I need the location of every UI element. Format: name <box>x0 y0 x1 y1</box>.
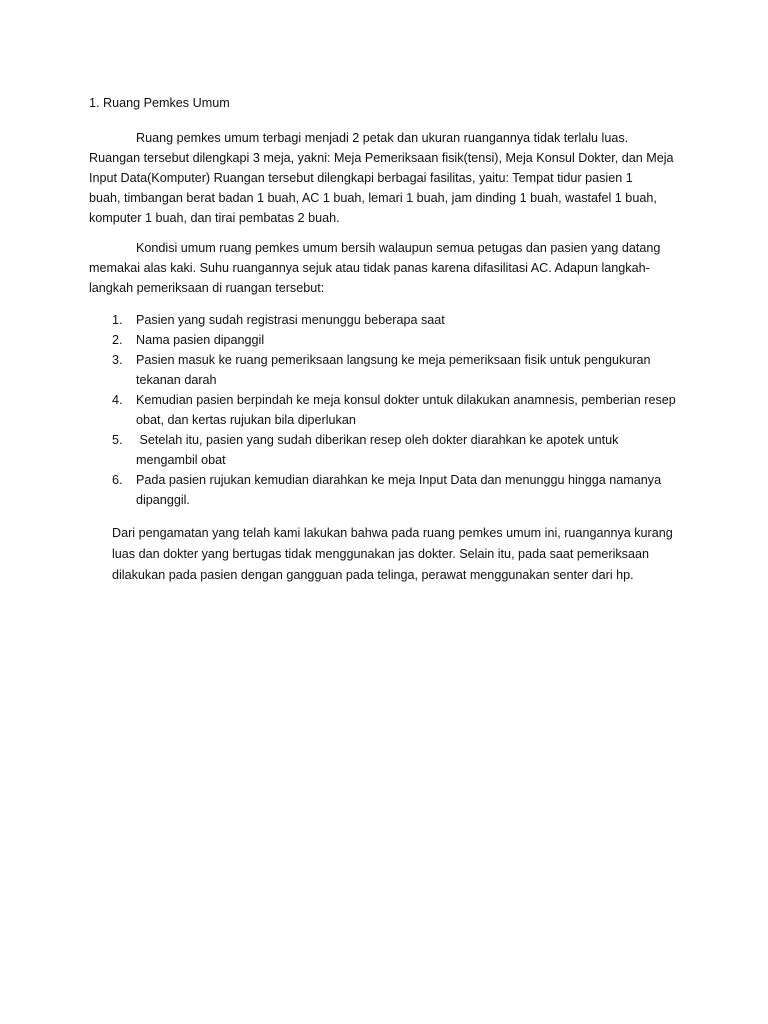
list-number: 4. <box>112 393 123 407</box>
paragraph-observations <box>112 523 692 586</box>
list-number: 6. <box>112 473 123 487</box>
list-item <box>112 310 692 330</box>
paragraph-line: Dari pengamatan yang telah kami lakukan bahwa pada ruang pemkes umum ini, ruangannya kurang <box>112 526 673 540</box>
list-item-text: tekanan darah <box>136 373 217 387</box>
paragraph-line: langkah pemeriksaan di ruangan tersebut: <box>89 281 325 295</box>
list-item-text: Setelah itu, pasien yang sudah diberikan resep oleh dokter diarahkan ke apotek untuk <box>136 433 619 447</box>
list-item <box>112 330 692 350</box>
list-item-text: Pasien masuk ke ruang pemeriksaan langsung ke meja pemeriksaan fisik untuk pengukuran <box>136 353 651 367</box>
list-item-text: Kemudian pasien berpindah ke meja konsul dokter untuk dilakukan anamnesis, pemberian resep <box>136 393 676 407</box>
section-heading: 1. Ruang Pemkes Umum <box>89 96 230 110</box>
list-number: 1. <box>112 313 123 327</box>
paragraph-line: buah, timbangan berat badan 1 buah, AC 1 buah, lemari 1 buah, jam dinding 1 buah, wastafel 1 buah, <box>89 191 657 205</box>
paragraph-line: memakai alas kaki. Suhu ruangannya sejuk atau tidak panas karena difasilitasi AC. Adapun langkah- <box>89 261 650 275</box>
paragraph-line: Input Data(Komputer) Ruangan tersebut dilengkapi berbagai fasilitas, yaitu: Tempat tidur pasien 1 <box>89 171 633 185</box>
paragraph-conditions <box>89 238 693 298</box>
paragraph-line: luas dan dokter yang bertugas tidak menggunakan jas dokter. Selain itu, pada saat pemeriksaan <box>112 547 649 561</box>
paragraph-line: Ruangan tersebut dilengkapi 3 meja, yakni: Meja Pemeriksaan fisik(tensi), Meja Konsul Dokter, dan Meja <box>89 151 674 165</box>
list-item <box>112 390 692 430</box>
paragraph-line: komputer 1 buah, dan tirai pembatas 2 buah. <box>89 211 340 225</box>
list-item <box>112 470 692 510</box>
list-item-text: Nama pasien dipanggil <box>136 333 265 347</box>
steps-list <box>112 310 692 510</box>
list-item-text: obat, dan kertas rujukan bila diperlukan <box>136 413 356 427</box>
list-item-text: Pada pasien rujukan kemudian diarahkan ke meja Input Data dan menunggu hingga namanya <box>136 473 662 487</box>
list-number: 5. <box>112 433 123 447</box>
list-number: 3. <box>112 353 123 367</box>
paragraph-line: Ruang pemkes umum terbagi menjadi 2 petak dan ukuran ruangannya tidak terlalu luas. <box>136 131 629 145</box>
list-item-text: Pasien yang sudah registrasi menunggu beberapa saat <box>136 313 445 327</box>
list-item-text: dipanggil. <box>136 493 190 507</box>
list-item <box>112 350 692 390</box>
paragraph-line: dilakukan pada pasien dengan gangguan pada telinga, perawat menggunakan senter dari hp. <box>112 568 634 582</box>
list-item-text: mengambil obat <box>136 453 226 467</box>
paragraph-line: Kondisi umum ruang pemkes umum bersih walaupun semua petugas dan pasien yang datang <box>136 241 661 255</box>
list-item <box>112 430 692 470</box>
paragraph-facilities <box>89 128 693 228</box>
list-number: 2. <box>112 333 123 347</box>
